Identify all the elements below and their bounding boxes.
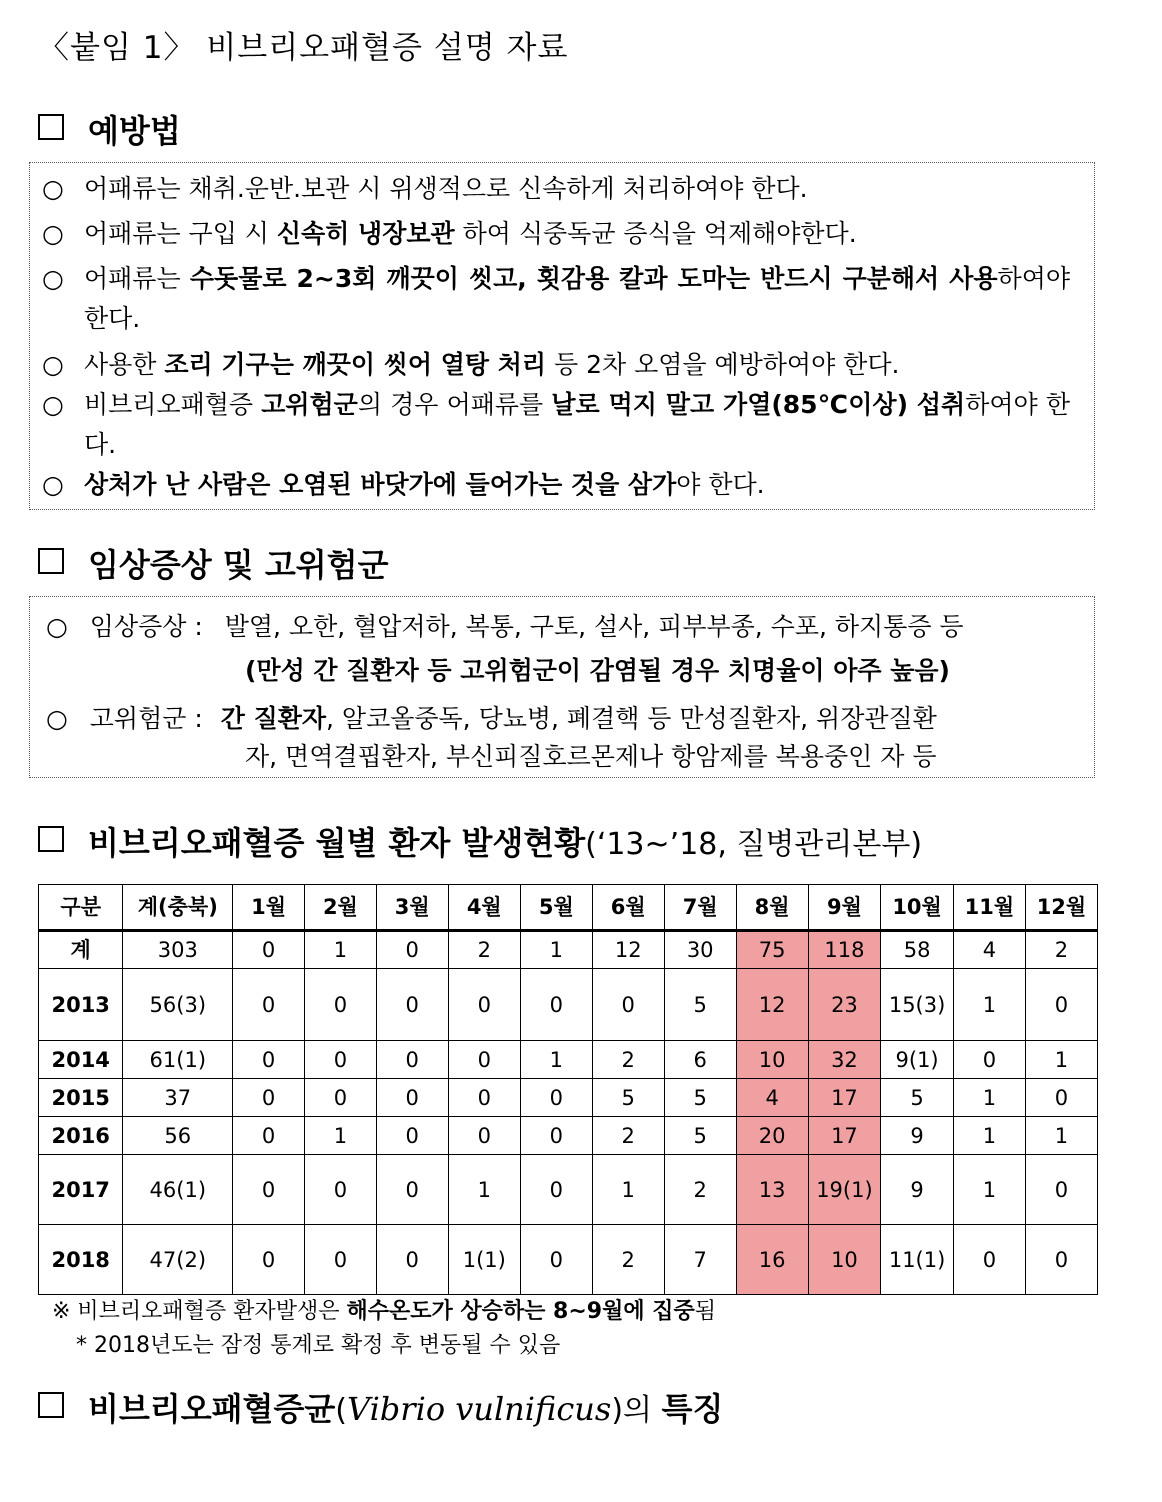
table-cell: 0 bbox=[953, 1041, 1025, 1079]
table-cell: 30 bbox=[664, 931, 736, 969]
table-cell: 118 bbox=[808, 931, 881, 969]
row-label-cell: 2016 bbox=[39, 1117, 123, 1155]
table-cell: 0 bbox=[233, 969, 305, 1041]
header-cell: 10월 bbox=[881, 885, 954, 931]
table-cell: 0 bbox=[1025, 1079, 1097, 1117]
table-cell: 0 bbox=[376, 931, 448, 969]
table-cell: 47(2) bbox=[123, 1225, 233, 1295]
risk-group-cont: 자, 면역결핍환자, 부신피질호르몬제나 항암제를 복용중인 자 등 bbox=[245, 742, 937, 771]
table-cell: 16 bbox=[736, 1225, 808, 1295]
circle-bullet-icon: ○ bbox=[42, 219, 64, 248]
table-cell: 1 bbox=[1025, 1117, 1097, 1155]
table-cell: 0 bbox=[520, 969, 592, 1041]
circle-bullet-icon: ○ bbox=[42, 390, 64, 419]
table-cell: 15(3) bbox=[881, 969, 954, 1041]
circle-bullet-icon: ○ bbox=[42, 264, 64, 293]
table-cell: 4 bbox=[953, 931, 1025, 969]
table-cell: 56 bbox=[123, 1117, 233, 1155]
section-symptoms-title: 임상증상 및 고위험군 bbox=[38, 540, 389, 586]
table-cell: 1 bbox=[304, 1117, 376, 1155]
table-header-row bbox=[39, 885, 1098, 931]
row-label-cell: 2017 bbox=[39, 1155, 123, 1225]
table-cell: 0 bbox=[520, 1079, 592, 1117]
table-cell: 303 bbox=[123, 931, 233, 969]
symptoms-box bbox=[29, 596, 1095, 778]
prevention-item-2: ○ 어패류는 구입 시 신속히 냉장보관 하여 식중독균 증식을 억제해야한다. bbox=[42, 214, 1070, 254]
table-cell: 0 bbox=[304, 1079, 376, 1117]
header-cell: 9월 bbox=[808, 885, 881, 931]
header-cell: 2월 bbox=[304, 885, 376, 931]
table-cell: 17 bbox=[808, 1117, 881, 1155]
header-cell: 8월 bbox=[736, 885, 808, 931]
header-cell: 12월 bbox=[1025, 885, 1097, 931]
table-row bbox=[39, 931, 1098, 969]
symptoms-row: ○ 임상증상 : 발열, 오한, 혈압저하, 복통, 구토, 설사, 피부부종, 수포, 하지통증 등 bbox=[46, 612, 964, 641]
prevention-item-1: ○ 어패류는 채취.운반.보관 시 위생적으로 신속하게 처리하여야 한다. bbox=[42, 169, 1070, 209]
table-cell: 1 bbox=[520, 1041, 592, 1079]
table-cell: 0 bbox=[1025, 1155, 1097, 1225]
prevention-item-4: ○ 사용한 조리 기구는 깨끗이 씻어 열탕 처리 등 2차 오염을 예방하여야 한다. bbox=[42, 345, 1070, 385]
row-label-cell: 계 bbox=[39, 931, 123, 969]
row-label-cell: 2015 bbox=[39, 1079, 123, 1117]
table-cell: 0 bbox=[448, 1041, 520, 1079]
table-note-1: ※ 비브리오패혈증 환자발생은 해수온도가 상승하는 8~9월에 집중됨 bbox=[52, 1299, 717, 1324]
table-cell: 2 bbox=[592, 1117, 664, 1155]
table-cell: 0 bbox=[376, 1079, 448, 1117]
section-prevention-title: 예방법 bbox=[38, 106, 181, 152]
table-cell: 1 bbox=[953, 1079, 1025, 1117]
monthly-cases-table bbox=[38, 884, 1098, 1295]
row-label-cell: 2013 bbox=[39, 969, 123, 1041]
table-row bbox=[39, 1117, 1098, 1155]
table-cell: 0 bbox=[1025, 1225, 1097, 1295]
circle-bullet-icon: ○ bbox=[42, 350, 64, 379]
table-cell: 4 bbox=[736, 1079, 808, 1117]
table-cell: 0 bbox=[1025, 969, 1097, 1041]
table-cell: 10 bbox=[808, 1225, 881, 1295]
header-cell: 4월 bbox=[448, 885, 520, 931]
page-title: 〈붙임 1〉 비브리오패혈증 설명 자료 bbox=[38, 30, 569, 66]
table-cell: 2 bbox=[592, 1041, 664, 1079]
table-cell: 1(1) bbox=[448, 1225, 520, 1295]
table-cell: 37 bbox=[123, 1079, 233, 1117]
table-cell: 0 bbox=[376, 1225, 448, 1295]
table-cell: 1 bbox=[448, 1155, 520, 1225]
table-cell: 2 bbox=[592, 1225, 664, 1295]
table-cell: 10 bbox=[736, 1041, 808, 1079]
row-label-cell: 2014 bbox=[39, 1041, 123, 1079]
table-cell: 1 bbox=[1025, 1041, 1097, 1079]
table-cell: 0 bbox=[448, 969, 520, 1041]
table-cell: 19(1) bbox=[808, 1155, 881, 1225]
table-cell: 17 bbox=[808, 1079, 881, 1117]
table-cell: 5 bbox=[664, 969, 736, 1041]
table-cell: 2 bbox=[664, 1155, 736, 1225]
header-cell: 구분 bbox=[39, 885, 123, 931]
table-cell: 0 bbox=[520, 1155, 592, 1225]
table-cell: 0 bbox=[448, 1117, 520, 1155]
prevention-item-5: ○ 비브리오패혈증 고위험군의 경우 어패류를 날로 먹지 말고 가열(85℃이상) 섭취하여야 한다. bbox=[42, 385, 1070, 465]
table-cell: 9(1) bbox=[881, 1041, 954, 1079]
header-cell: 계(충북) bbox=[123, 885, 233, 931]
section-monthly-title: 비브리오패혈증 월별 환자 발생현황(‘13~’18, 질병관리본부) bbox=[38, 818, 922, 864]
header-cell: 1월 bbox=[233, 885, 305, 931]
table-row bbox=[39, 969, 1098, 1041]
table-cell: 7 bbox=[664, 1225, 736, 1295]
table-cell: 9 bbox=[881, 1155, 954, 1225]
header-cell: 11월 bbox=[953, 885, 1025, 931]
table-cell: 0 bbox=[304, 1225, 376, 1295]
table-cell: 11(1) bbox=[881, 1225, 954, 1295]
table-cell: 0 bbox=[304, 1041, 376, 1079]
table-cell: 0 bbox=[448, 1079, 520, 1117]
header-cell: 7월 bbox=[664, 885, 736, 931]
table-cell: 12 bbox=[736, 969, 808, 1041]
table-cell: 0 bbox=[520, 1117, 592, 1155]
header-cell: 6월 bbox=[592, 885, 664, 931]
table-cell: 0 bbox=[304, 969, 376, 1041]
circle-bullet-icon: ○ bbox=[46, 612, 68, 641]
table-cell: 0 bbox=[233, 1079, 305, 1117]
table-cell: 32 bbox=[808, 1041, 881, 1079]
table-cell: 0 bbox=[376, 1041, 448, 1079]
table-cell: 0 bbox=[953, 1225, 1025, 1295]
risk-group-row: ○ 고위험군 : 간 질환자, 알코올중독, 당뇨병, 폐결핵 등 만성질환자, 위장관질환 bbox=[46, 704, 937, 733]
table-row bbox=[39, 1225, 1098, 1295]
table-cell: 0 bbox=[376, 969, 448, 1041]
prevention-item-3: ○ 어패류는 수돗물로 2~3회 깨끗이 씻고, 횟감용 칼과 도마는 반드시 구분해서 사용하여야 한다. bbox=[42, 259, 1070, 339]
prevention-box bbox=[29, 162, 1095, 510]
table-cell: 0 bbox=[233, 1041, 305, 1079]
table-cell: 5 bbox=[592, 1079, 664, 1117]
circle-bullet-icon: ○ bbox=[46, 704, 68, 733]
table-cell: 23 bbox=[808, 969, 881, 1041]
table-cell: 1 bbox=[953, 1155, 1025, 1225]
table-cell: 1 bbox=[304, 931, 376, 969]
table-row bbox=[39, 1041, 1098, 1079]
table-cell: 0 bbox=[304, 1155, 376, 1225]
table-cell: 61(1) bbox=[123, 1041, 233, 1079]
checkbox-square-icon bbox=[38, 1392, 64, 1418]
table-cell: 75 bbox=[736, 931, 808, 969]
header-cell: 3월 bbox=[376, 885, 448, 931]
table-cell: 13 bbox=[736, 1155, 808, 1225]
checkbox-square-icon bbox=[38, 826, 64, 852]
table-cell: 0 bbox=[233, 1225, 305, 1295]
row-label-cell: 2018 bbox=[39, 1225, 123, 1295]
table-cell: 6 bbox=[664, 1041, 736, 1079]
checkbox-square-icon bbox=[38, 548, 64, 574]
table-cell: 2 bbox=[1025, 931, 1097, 969]
table-cell: 1 bbox=[953, 1117, 1025, 1155]
table-cell: 0 bbox=[376, 1155, 448, 1225]
table-row bbox=[39, 1079, 1098, 1117]
circle-bullet-icon: ○ bbox=[42, 174, 64, 203]
table-cell: 0 bbox=[233, 1155, 305, 1225]
table-note-2: * 2018년도는 잠정 통계로 확정 후 변동될 수 있음 bbox=[76, 1333, 561, 1358]
circle-bullet-icon: ○ bbox=[42, 470, 64, 499]
table-cell: 12 bbox=[592, 931, 664, 969]
table-row bbox=[39, 1155, 1098, 1225]
table-cell: 5 bbox=[881, 1079, 954, 1117]
table-cell: 9 bbox=[881, 1117, 954, 1155]
table-cell: 5 bbox=[664, 1079, 736, 1117]
table-cell: 56(3) bbox=[123, 969, 233, 1041]
table-cell: 0 bbox=[592, 969, 664, 1041]
table-cell: 0 bbox=[233, 931, 305, 969]
section-features-title: 비브리오패혈증균(Vibrio vulnificus)의 특징 bbox=[38, 1384, 723, 1430]
checkbox-square-icon bbox=[38, 114, 64, 140]
symptoms-note: (만성 간 질환자 등 고위험군이 감염될 경우 치명율이 아주 높음) bbox=[245, 656, 950, 685]
prevention-item-6: ○ 상처가 난 사람은 오염된 바닷가에 들어가는 것을 삼가야 한다. bbox=[42, 465, 1070, 505]
table-cell: 1 bbox=[520, 931, 592, 969]
table-cell: 5 bbox=[664, 1117, 736, 1155]
table-cell: 2 bbox=[448, 931, 520, 969]
header-cell: 5월 bbox=[520, 885, 592, 931]
table-cell: 0 bbox=[233, 1117, 305, 1155]
table-cell: 1 bbox=[953, 969, 1025, 1041]
table-cell: 0 bbox=[376, 1117, 448, 1155]
table-cell: 0 bbox=[520, 1225, 592, 1295]
table-cell: 20 bbox=[736, 1117, 808, 1155]
table-cell: 58 bbox=[881, 931, 954, 969]
table-cell: 46(1) bbox=[123, 1155, 233, 1225]
table-cell: 1 bbox=[592, 1155, 664, 1225]
